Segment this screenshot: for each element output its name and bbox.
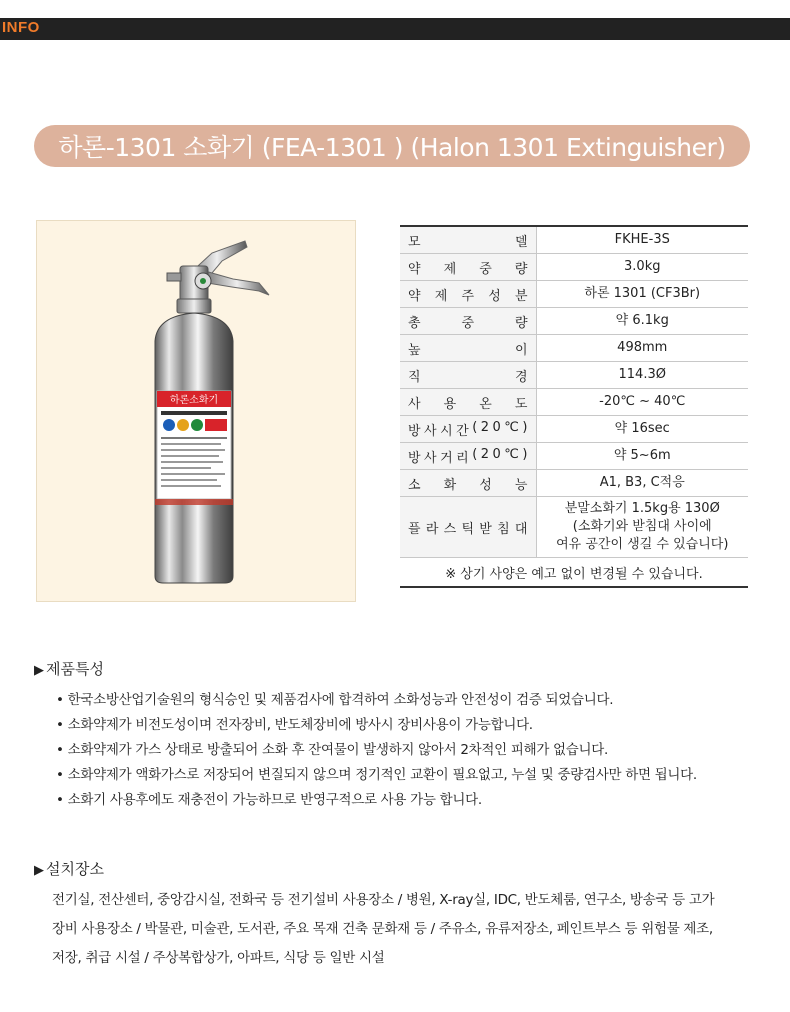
spec-row (400, 254, 748, 281)
spec-label: 방 사 거 리 ( 2 0 ℃ ) (400, 443, 536, 470)
spec-value: 약 6.1kg (536, 308, 748, 335)
spec-label: 플 라 스 틱 받 침 대 (400, 497, 536, 558)
spec-value: A1, B3, C적응 (536, 470, 748, 497)
spec-row (400, 497, 748, 558)
spec-label: 높 이 (400, 335, 536, 362)
spec-row (400, 470, 748, 497)
fire-extinguisher-photo-icon (37, 221, 357, 603)
spec-row (400, 389, 748, 416)
features-list (56, 688, 697, 813)
spec-row (400, 335, 748, 362)
spec-value: -20℃ ~ 40℃ (536, 389, 748, 416)
info-bar (0, 18, 790, 40)
spec-value: 하론 1301 (CF3Br) (536, 281, 748, 308)
sticker-text: 하론소화기 (169, 395, 219, 406)
info-label: INFO (2, 19, 40, 36)
features-heading-text: 제품특성 (46, 660, 104, 678)
product-photo (36, 220, 356, 602)
spec-label: 약 제 중 량 (400, 254, 536, 281)
spec-value: FKHE-3S (536, 226, 748, 254)
installation-line: 장비 사용장소 / 박물관, 미술관, 도서관, 주요 목재 건축 문화재 등 / 주유소, 유류저장소, 페인트부스 등 위험물 제조, (52, 921, 713, 937)
spec-value: 약 16sec (536, 416, 748, 443)
spec-value: 498mm (536, 335, 748, 362)
installation-heading (34, 858, 104, 879)
spec-label: 총 중 량 (400, 308, 536, 335)
spec-row (400, 416, 748, 443)
feature-item: • 소화약제가 액화가스로 저장되어 변질되지 않으며 정기적인 교환이 필요없고, 누설 및 중량검사만 하면 됩니다. (56, 767, 697, 783)
spec-value: 114.3Ø (536, 362, 748, 389)
spec-label: 모 델 (400, 226, 536, 254)
feature-item: • 소화약제가 비전도성이며 전자장비, 반도체장비에 방사시 장비사용이 가능합니다. (56, 717, 533, 733)
spec-label: 약 제 주 성 분 (400, 281, 536, 308)
spec-row (400, 281, 748, 308)
spec-label: 사 용 온 도 (400, 389, 536, 416)
installation-line: 전기실, 전산센터, 중앙감시실, 전화국 등 전기설비 사용장소 / 병원, X-ray실, IDC, 반도체룸, 연구소, 방송국 등 고가 (52, 892, 715, 908)
spec-note-row (400, 558, 748, 588)
triangle-bullet-icon: ▶ (34, 663, 44, 678)
spec-label: 직 경 (400, 362, 536, 389)
installation-line: 저장, 취급 시설 / 주상복합상가, 아파트, 식당 등 일반 시설 (52, 950, 385, 966)
feature-item: • 소화약제가 가스 상태로 방출되어 소화 후 잔여물이 발생하지 않아서 2차적인 피해가 없습니다. (56, 742, 609, 758)
installation-heading-text: 설치장소 (46, 860, 104, 878)
installation-text (52, 886, 754, 973)
spec-row (400, 362, 748, 389)
spec-value: 약 5~6m (536, 443, 748, 470)
spec-table (400, 225, 748, 588)
triangle-bullet-icon: ▶ (34, 863, 44, 878)
spec-label: 소 화 성 능 (400, 470, 536, 497)
feature-item: • 한국소방산업기술원의 형식승인 및 제품검사에 합격하여 소화성능과 안전성이 검증 되었습니다. (56, 692, 614, 708)
product-title-banner: 하론-1301 소화기 (FEA-1301 ) (Halon 1301 Extinguisher) (34, 125, 750, 167)
spec-row (400, 308, 748, 335)
spec-value: 분말소화기 1.5kg용 130Ø (소화기와 받침대 사이에 여유 공간이 생길 수 있습니다) (536, 497, 748, 558)
spec-label: 방 사 시 간 ( 2 0 ℃ ) (400, 416, 536, 443)
spec-row (400, 443, 748, 470)
spec-value: 3.0kg (536, 254, 748, 281)
spec-note: ※ 상기 사양은 예고 없이 변경될 수 있습니다. (445, 566, 703, 582)
feature-item: • 소화기 사용후에도 재충전이 가능하므로 반영구적으로 사용 가능 합니다. (56, 792, 482, 808)
spec-row (400, 226, 748, 254)
features-heading (34, 658, 104, 679)
